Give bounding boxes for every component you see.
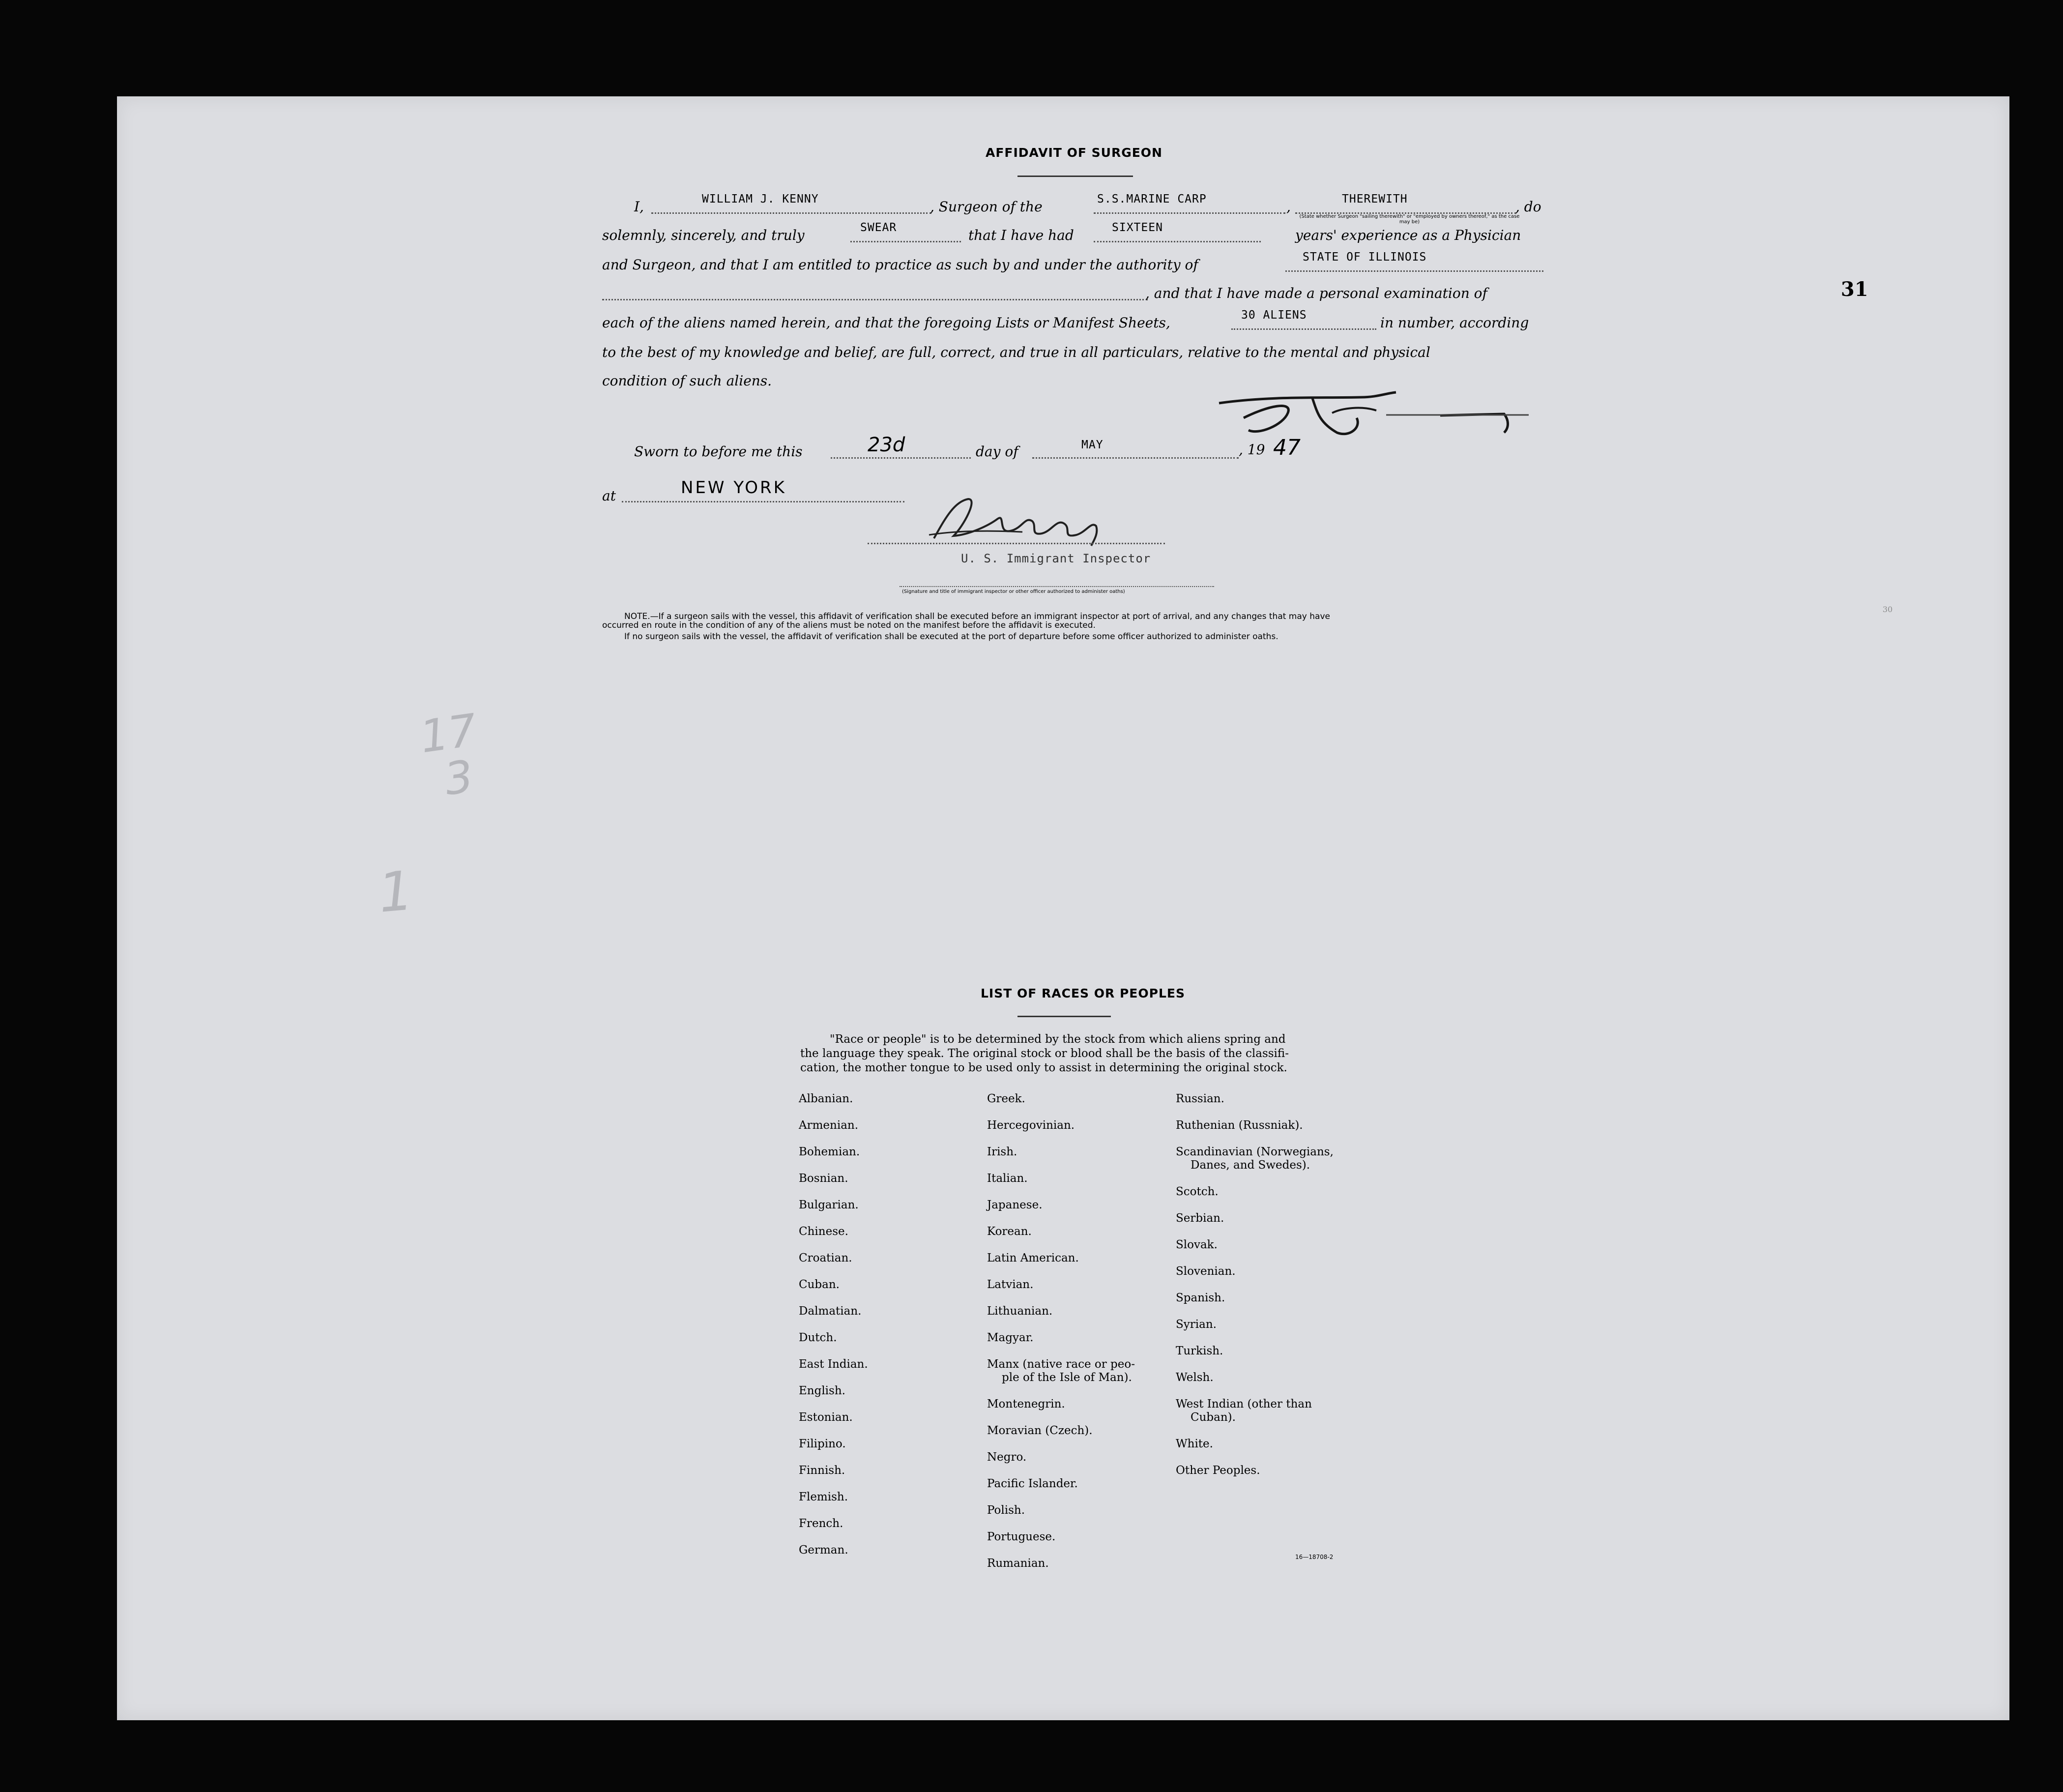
sworn-month: MAY bbox=[1081, 439, 1104, 451]
line6: to the best of my knowledge and belief, are full, correct, and true in all particulars, relative to the mental and physical bbox=[602, 344, 1430, 360]
race-item: Welsh. bbox=[1176, 1371, 1214, 1384]
race-item: Estonian. bbox=[799, 1411, 853, 1424]
races-intro-1: "Race or people" is to be determined by the stock from which aliens spring and bbox=[830, 1033, 1286, 1046]
name-blank bbox=[651, 212, 931, 214]
race-item: Hercegovinian. bbox=[987, 1119, 1075, 1132]
affidavit-title: AFFIDAVIT OF SURGEON bbox=[986, 146, 1162, 160]
races-column-2 bbox=[987, 1092, 1135, 1584]
inspector-title-line bbox=[900, 586, 1214, 587]
line5-end: in number, according bbox=[1380, 315, 1529, 331]
inspector-signature-line bbox=[868, 543, 1165, 544]
race-item: Rumanian. bbox=[987, 1557, 1049, 1570]
race-item: Finnish. bbox=[799, 1464, 845, 1477]
vessel-name: S.S.MARINE CARP bbox=[1097, 193, 1207, 206]
years-value: SIXTEEN bbox=[1112, 221, 1163, 234]
race-item: East Indian. bbox=[799, 1358, 868, 1371]
race-item: Latvian. bbox=[987, 1278, 1034, 1291]
note-line-1: NOTE.—If a surgeon sails with the vessel, this affidavit of verification shall be executed before an immigrant inspector at port of arrival, and any changes that may have bbox=[624, 612, 1330, 621]
title-underline bbox=[1017, 176, 1133, 177]
aliens-blank bbox=[1231, 328, 1376, 330]
inspector-signature bbox=[924, 492, 1111, 551]
note-line-3: If no surgeon sails with the vessel, the affidavit of verification shall be executed at the port of departure before some officer authorized to administer oaths. bbox=[624, 632, 1278, 642]
race-item: Spanish. bbox=[1176, 1292, 1225, 1304]
race-item: Croatian. bbox=[799, 1252, 852, 1264]
inspector-caption: (Signature and title of immigrant inspector or other officer authorized to administer oaths) bbox=[902, 589, 1125, 594]
races-title: LIST OF RACES OR PEOPLES bbox=[981, 986, 1185, 1000]
month-blank bbox=[1032, 457, 1239, 459]
race-item: Slovak. bbox=[1176, 1238, 1218, 1251]
vessel-blank bbox=[1094, 212, 1285, 214]
race-item: Manx (native race or peo- bbox=[987, 1358, 1135, 1371]
race-item: Bohemian. bbox=[799, 1146, 860, 1158]
line2-end: years' experience as a Physician bbox=[1295, 227, 1521, 243]
sworn-year: 47 bbox=[1273, 435, 1301, 460]
authority-value: STATE OF ILLINOIS bbox=[1303, 251, 1427, 264]
race-item: Polish. bbox=[987, 1504, 1025, 1517]
race-item-continued: ple of the Isle of Man). bbox=[1002, 1371, 1132, 1384]
place-blank bbox=[622, 501, 904, 502]
sailing-status: THEREWITH bbox=[1342, 193, 1408, 206]
margin-pencil-mark: 17 bbox=[417, 704, 480, 764]
oath-value: SWEAR bbox=[860, 221, 897, 234]
sailing-note: (State whether Surgeon "sailing therewith" or "employed by owners thereof," as the case may be) bbox=[1299, 214, 1520, 225]
line2-middle: that I have had bbox=[968, 227, 1074, 243]
margin-pencil-mark: 30 bbox=[1883, 605, 1893, 614]
race-item: Dalmatian. bbox=[799, 1305, 862, 1318]
race-item: Turkish. bbox=[1176, 1345, 1223, 1357]
authority-blank-continued bbox=[602, 299, 1148, 300]
races-title-underline bbox=[1017, 1016, 1111, 1017]
note-line-2: occurred en route in the condition of any of the aliens must be noted on the manifest before the affidavit is executed. bbox=[602, 620, 1096, 630]
race-item-continued: Cuban). bbox=[1191, 1411, 1236, 1424]
year-prefix: , 19 bbox=[1239, 441, 1265, 458]
race-item: Dutch. bbox=[799, 1331, 837, 1344]
race-item: Armenian. bbox=[799, 1119, 859, 1132]
race-item: English. bbox=[799, 1384, 845, 1397]
race-item: Irish. bbox=[987, 1146, 1017, 1158]
races-column-1 bbox=[799, 1092, 868, 1570]
races-column-3 bbox=[1176, 1092, 1334, 1491]
comma: , bbox=[1286, 199, 1291, 215]
margin-pencil-mark: 1 bbox=[376, 859, 416, 925]
sworn-label: Sworn to before me this bbox=[634, 443, 803, 460]
race-item: Other Peoples. bbox=[1176, 1464, 1260, 1477]
line3-start: and Surgeon, and that I am entitled to practice as such by and under the authority of bbox=[602, 257, 1198, 273]
surgeon-name: WILLIAM J. KENNY bbox=[702, 193, 819, 206]
race-item: French. bbox=[799, 1517, 843, 1530]
race-item: Korean. bbox=[987, 1225, 1032, 1238]
race-item: Lithuanian. bbox=[987, 1305, 1053, 1318]
margin-pencil-mark: 3 bbox=[441, 750, 477, 806]
race-item: Magyar. bbox=[987, 1331, 1034, 1344]
at-label: at bbox=[602, 488, 616, 504]
day-of-label: day of bbox=[976, 443, 1018, 460]
race-item: Cuban. bbox=[799, 1278, 840, 1291]
affidavit-i-label: I, bbox=[634, 199, 644, 215]
surgeon-of-the-label: , Surgeon of the bbox=[930, 199, 1043, 215]
inspector-stamp: U. S. Immigrant Inspector bbox=[961, 552, 1151, 565]
race-item: Albanian. bbox=[799, 1092, 853, 1105]
race-item: Ruthenian (Russniak). bbox=[1176, 1119, 1303, 1132]
race-item: Moravian (Czech). bbox=[987, 1424, 1093, 1437]
race-item: Portuguese. bbox=[987, 1530, 1056, 1543]
race-item: Pacific Islander. bbox=[987, 1477, 1078, 1490]
races-intro-3: cation, the mother tongue to be used only to assist in determining the original stock. bbox=[800, 1061, 1287, 1074]
form-number: 16—18708-2 bbox=[1295, 1554, 1334, 1560]
race-item: Scotch. bbox=[1176, 1185, 1219, 1198]
authority-blank bbox=[1285, 270, 1543, 272]
sworn-day: 23d bbox=[868, 434, 905, 456]
years-blank bbox=[1094, 241, 1261, 242]
race-item: Italian. bbox=[987, 1172, 1028, 1185]
line2-start: solemnly, sincerely, and truly bbox=[602, 227, 805, 243]
race-item: Bulgarian. bbox=[799, 1199, 859, 1211]
race-item: West Indian (other than bbox=[1176, 1398, 1312, 1410]
race-item: Negro. bbox=[987, 1451, 1027, 1464]
race-item: Syrian. bbox=[1176, 1318, 1217, 1331]
page-number: 31 bbox=[1841, 278, 1868, 301]
place-value: NEW YORK bbox=[681, 478, 786, 498]
race-item: Latin American. bbox=[987, 1252, 1079, 1264]
races-intro-2: the language they speak. The original stock or blood shall be the basis of the classifi- bbox=[800, 1047, 1289, 1060]
line4: , and that I have made a personal examination of bbox=[1145, 285, 1487, 301]
line5-start: each of the aliens named herein, and that the foregoing Lists or Manifest Sheets, bbox=[602, 315, 1170, 331]
do-label: , do bbox=[1515, 199, 1541, 215]
race-item: Bosnian. bbox=[799, 1172, 848, 1185]
race-item: Serbian. bbox=[1176, 1212, 1224, 1225]
race-item: Flemish. bbox=[799, 1491, 848, 1503]
race-item: Chinese. bbox=[799, 1225, 848, 1238]
race-item: White. bbox=[1176, 1438, 1213, 1450]
race-item: Greek. bbox=[987, 1092, 1025, 1105]
race-item: Slovenian. bbox=[1176, 1265, 1236, 1278]
race-item: Japanese. bbox=[987, 1199, 1043, 1211]
race-item: Montenegrin. bbox=[987, 1398, 1065, 1410]
oath-blank bbox=[850, 241, 961, 242]
race-item-continued: Danes, and Swedes). bbox=[1191, 1159, 1310, 1172]
race-item: Russian. bbox=[1176, 1092, 1224, 1105]
race-item: Filipino. bbox=[799, 1438, 846, 1450]
race-item: German. bbox=[799, 1544, 848, 1557]
line7: condition of such aliens. bbox=[602, 373, 772, 389]
day-blank bbox=[831, 457, 971, 459]
aliens-count: 30 ALIENS bbox=[1241, 309, 1307, 322]
race-item: Scandinavian (Norwegians, bbox=[1176, 1146, 1334, 1158]
